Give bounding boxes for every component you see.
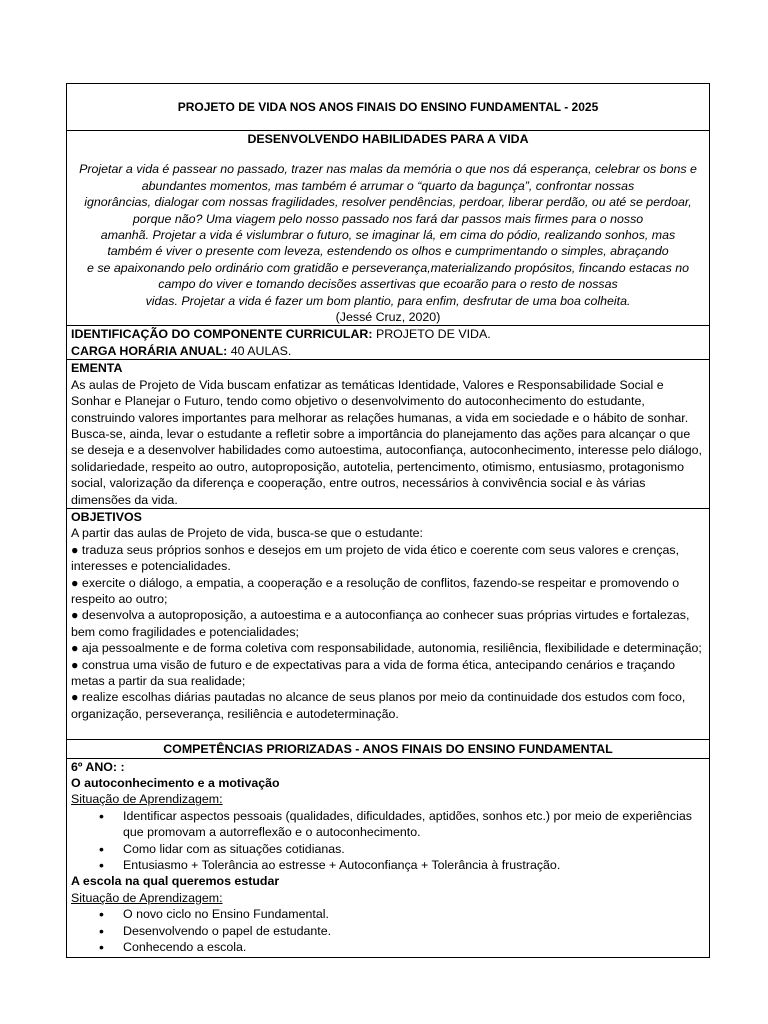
objetivos-heading: OBJETIVOS <box>71 509 142 524</box>
curriculum-table <box>66 83 710 958</box>
intro-row <box>67 131 710 326</box>
ementa-row <box>67 360 710 509</box>
hours-value: 40 AULAS. <box>227 343 292 358</box>
quote-line: porque não? Uma viagem pelo nosso passado nos fará dar passos mais firmes para o nosso <box>132 211 644 226</box>
hours-label: CARGA HORÁRIA ANUAL: <box>71 343 228 358</box>
quote-line: Projetar a vida é passear no passado, trazer nas malas da memória o que nos dá esperança, celebrar os bons e <box>79 162 697 177</box>
competencias-heading: COMPETÊNCIAS PRIORIZADAS - ANOS FINAIS DO ENSINO FUNDAMENTAL <box>67 740 710 758</box>
quote-line: amanhã. Projetar a vida é vislumbrar o futuro, se imaginar lá, em cima do pódio, realizando sonhos, mas <box>100 228 676 243</box>
section-subtitle: Situação de Aprendizagem: <box>71 890 223 905</box>
quote-line: campo do viver e tomando decisões assertivas que ecoarão para o resto de nossas <box>158 277 618 292</box>
objetivo-item: ● desenvolva a autoproposição, a autoestima e a autoconfiança ao conhecer suas próprias virtudes e fortalezas, bem como fragilidades e potencialidades; <box>71 608 690 639</box>
document-title: PROJETO DE VIDA NOS ANOS FINAIS DO ENSINO FUNDAMENTAL - 2025 <box>67 84 710 131</box>
objetivos-row <box>67 508 710 739</box>
component-label: IDENTIFICAÇÃO DO COMPONENTE CURRICULAR: <box>71 327 373 342</box>
quote-author: (Jessé Cruz, 2020) <box>335 310 441 325</box>
section-title: A escola na qual queremos estudar <box>71 874 280 889</box>
objetivos-list <box>71 542 705 722</box>
objetivo-item: ● exercite o diálogo, a empatia, a cooperação e a resolução de conflitos, fazendo-se respeitar e promovendo o respeito ao outro; <box>71 575 680 606</box>
intro-cell <box>67 131 710 326</box>
quote-line: e se apaixonando pelo ordinário com gratidão e perseverança,materializando propósitos, fincando estacas no <box>86 260 689 275</box>
objetivos-intro: A partir das aulas de Projeto de vida, busca-se que o estudante: <box>71 526 423 541</box>
competencias-cell <box>67 758 710 957</box>
section-subtitle: Situação de Aprendizagem: <box>71 792 223 807</box>
objetivos-cell <box>67 508 710 739</box>
epigraph-quote <box>71 161 705 309</box>
objetivo-item: ● aja pessoalmente e de forma coletiva com responsabilidade, autonomia, resiliência, flexibilidade e determinação; <box>71 641 702 656</box>
bullet-item: • Desenvolvendo o papel de estudante. <box>123 923 705 939</box>
objetivo-item: ● construa uma visão de futuro e de expectativas para a vida de forma ética, antecipando cenários e traçando metas a partir da sua realidade; <box>71 657 675 688</box>
section-bullet-list <box>71 808 705 874</box>
bullet-item: • Conhecendo a escola. <box>123 939 705 955</box>
quote-line: ignorâncias, dialogar com nossas fragilidades, resolver pendências, perdoar, liberar perdão, ou até se perdoar, <box>84 195 692 210</box>
identification-cell <box>67 326 710 360</box>
bullet-item: • Identificar aspectos pessoais (qualidades, dificuldades, aptidões, sonhos etc.) por meio de experiências que promovam a autorreflexão e o autoconhecimento. <box>123 808 705 841</box>
bullet-item: • Como lidar com as situações cotidianas. <box>123 841 705 857</box>
identification-row <box>67 326 710 360</box>
ementa-text: As aulas de Projeto de Vida buscam enfatizar as temáticas Identidade, Valores e Responsabilidade Social e Sonhar e Planejar o Futuro, tendo como objetivo o desenvolvimento do autoconhecimento do estudante, construindo valores importantes para melhorar as relações humanas, a vida em sociedade e o hábito de sonhar. Busca-se, ainda, levar o estudante a refletir sobre a importância do planejamento das ações para alcançar o que se deseja e a desenvolver habilidades como autoestima, autoconfiança, autoconhecimento, interesse pelo diálogo, solidariedade, respeito ao outro, autoproposição, autotelia, pertencimento, otimismo, entusiasmo, protagonismo social, valorização da diferença e cooperação, entre outros, necessários à convivência social e às várias dimensões da vida. <box>71 377 702 507</box>
competencias-heading-row <box>67 740 710 758</box>
section-bullet-list <box>71 906 705 955</box>
intro-heading: DESENVOLVENDO HABILIDADES PARA A VIDA <box>247 132 529 146</box>
quote-line: também é viver o presente com leveza, estendendo os olhos e cumprimentando o simples, abraçando <box>107 244 669 259</box>
section-title: O autoconhecimento e a motivação <box>71 776 280 791</box>
competencias-sections <box>71 775 705 955</box>
quote-line: abundantes momentos, mas também é arrumar o “quarto da bagunça”, confrontar nossas <box>141 178 635 193</box>
grade-label: 6º ANO: : <box>71 759 125 774</box>
ementa-cell <box>67 360 710 509</box>
ementa-heading: EMENTA <box>71 361 123 376</box>
bullet-item: • O novo ciclo no Ensino Fundamental. <box>123 906 705 922</box>
component-value: PROJETO DE VIDA. <box>372 327 491 342</box>
quote-line: vidas. Projetar a vida é fazer um bom plantio, para enfim, desfrutar de uma boa colheita. <box>145 293 631 308</box>
bullet-item: • Entusiasmo + Tolerância ao estresse + Autoconfiança + Tolerância à frustração. <box>123 857 705 873</box>
objetivo-item: ● realize escolhas diárias pautadas no alcance de seus planos por meio da continuidade dos estudos com foco, organização, perseverança, resiliência e autodeterminação. <box>71 690 686 721</box>
objetivo-item: ● traduza seus próprios sonhos e desejos em um projeto de vida ético e coerente com seus valores e crenças, interesses e potencialidades. <box>71 542 680 574</box>
competencias-row <box>67 758 710 957</box>
title-row <box>67 84 710 131</box>
